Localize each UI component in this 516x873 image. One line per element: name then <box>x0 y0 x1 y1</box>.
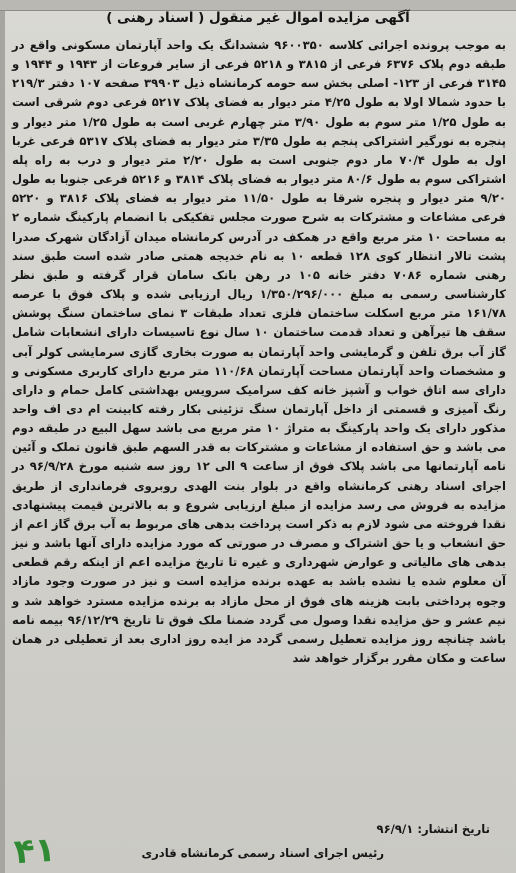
signature-line: رئیس اجرای اسناد رسمی کرمانشاه قادری <box>141 846 384 860</box>
publication-date: تاریخ انتشار: ۹۶/۹/۱ <box>376 822 490 836</box>
handwritten-code: ۴۱ <box>12 829 57 873</box>
notice-body-text: به موجب پرونده اجرائی کلاسه ۹۶۰۰۳۵۰ ششدانگ یک واحد آپارتمان مسکونی واقع در طبقه دوم پلاک ۶۳۷۶ فرعی از ۳۸۱۵ و ۵۲۱۸ فرعی از سایر فروعات از ۱۹۴۳ و ۱۹۴۴ و ۳۱۴۵ فرعی از ۱۲۳- اصلی بخش سه حومه کرمانشاه ذیل ۳۹۹۰۳ صفحه ۱۰۷ دفتر ۲۱۹/۳ با حدود شمالا اولا به طول ۴/۲۵ متر دیوار به فضای پلاک ۵۲۱۷ فرعی دوم شرقی است به طول ۱/۲۵ متر سوم به طول ۳/۹۰ متر چهارم غربی است به طول ۱/۲۵ متر دیوار و پنجره به نورگیر اشتراکی پنجم به طول ۳/۳۵ متر دیوار به فضای پلاک ۵۳۱۷ فرعی غربا اول به طول ۷۰/۴ مار دوم جنوبی است به طول ۲/۲۰ متر دیوار و درب به راه پله اشتراکی سوم به طول ۸۰/۶ متر دیوار به فضای پلاک ۳۸۱۴ و ۵۲۱۶ فرعی جنوبا به طول ۹/۲۰ متر دیوار و پنجره شرقا به طول ۱۱/۵۰ متر دیوار به فضای پلاک ۳۸۱۶ و ۵۲۲۰ فرعی مشاعات و مشترکات به شرح صورت مجلس تفکیکی با انضمام پارکینگ شماره ۲ به مساحت ۱۰ متر مربع واقع در همکف در آدرس کرمانشاه میدان آزادگان شهرک صدرا پشت تالار انتظار کوی ۱۲۸ قطعه ۱۰ به نام خدیجه همتی صادر شده است طبق سند رهنی شماره ۷۰۸۶ دفتر خانه ۱۰۵ در رهن بانک سامان قرار گرفته و طبق نظر کارشناسی رسمی به مبلغ ۱/۳۵۰/۲۹۶/۰۰۰ ریال ارزیابی شده و پلاک فوق با عرصه ۱۶۱/۷۸ متر مربع اسکلت ساختمان فلزی تعداد طبقات ۳ نمای ساختمان سنگ پوشش سقف ها تیرآهن و تعداد قدمت ساختمان ۱۰ سال نوع تاسیسات دارای انشعابات شامل گاز آب برق تلفن و گرمایشی واحد آپارتمان به صورت بخاری گازی سرمایشی کولر آبی و مشخصات واحد آپارتمان مساحت آپارتمان ۱۱۰/۶۸ متر مربع دارای کاربری مسکونی و دارای سه اتاق خواب و آشپز خانه کف سرامیک سرویس بهداشتی کامل حمام و دارای رنگ آمیزی و قسمتی از داخل آپارتمان سنگ تزئینی بکار رفته کابینت ام دی اف واحد مذکور دارای یک واحد پارکینگ به متراژ ۱۰ متر مربع می باشد سهل البیع در طبقه دوم می باشد و حق استفاده از مشاعات و مشترکات به قدر السهم طبق قانون تملک و آئین نامه آپارتمانها می باشد پلاک فوق از ساعت ۹ الی ۱۲ روز سه شنبه مورخ ۹۶/۹/۲۸ در اجرای اسناد رهنی کرمانشاه واقع در بلوار بنت الهدی روبروی فرمانداری از طریق مزایده به فروش می رسد مزایده از مبلغ ارزیابی شروع و به بالاترین قیمت پیشنهادی نقدا فروخته می شود لازم به ذکر است پرداخت بدهی های مربوط به آب برق گاز اعم از حق انشعاب و یا حق اشتراک و مصرف در صورتی که مورد مزایده دارای آنها باشد و نیز بدهی های مالیاتی و عوارض شهرداری و غیره تا تاریخ مزایده اعم از اینکه رقم قطعی آن معلوم شده یا نشده باشد به عهده برنده مزایده است و نیز در صورت وجود مازاد وجوه پرداختی بابت هزینه های فوق از محل مازاد به برنده مزایده مسترد خواهد شد و نیم عشر و حق مزایده نقدا وصول می گردد ضمنا ملک فوق تا تاریخ ۹۶/۱۲/۲۹ بیمه نامه باشد چنانچه روز مزایده تعطیل رسمی گردد مز ایده روز اداری بعد از تعطیلی در همان ساعت و مکان مقرر برگزار خواهد شد <box>12 38 507 665</box>
notice-body <box>12 36 506 668</box>
page-edge <box>0 0 5 873</box>
notice-title: آگهی مزایده اموال غیر منقول ( اسناد رهنی ) <box>106 10 410 26</box>
